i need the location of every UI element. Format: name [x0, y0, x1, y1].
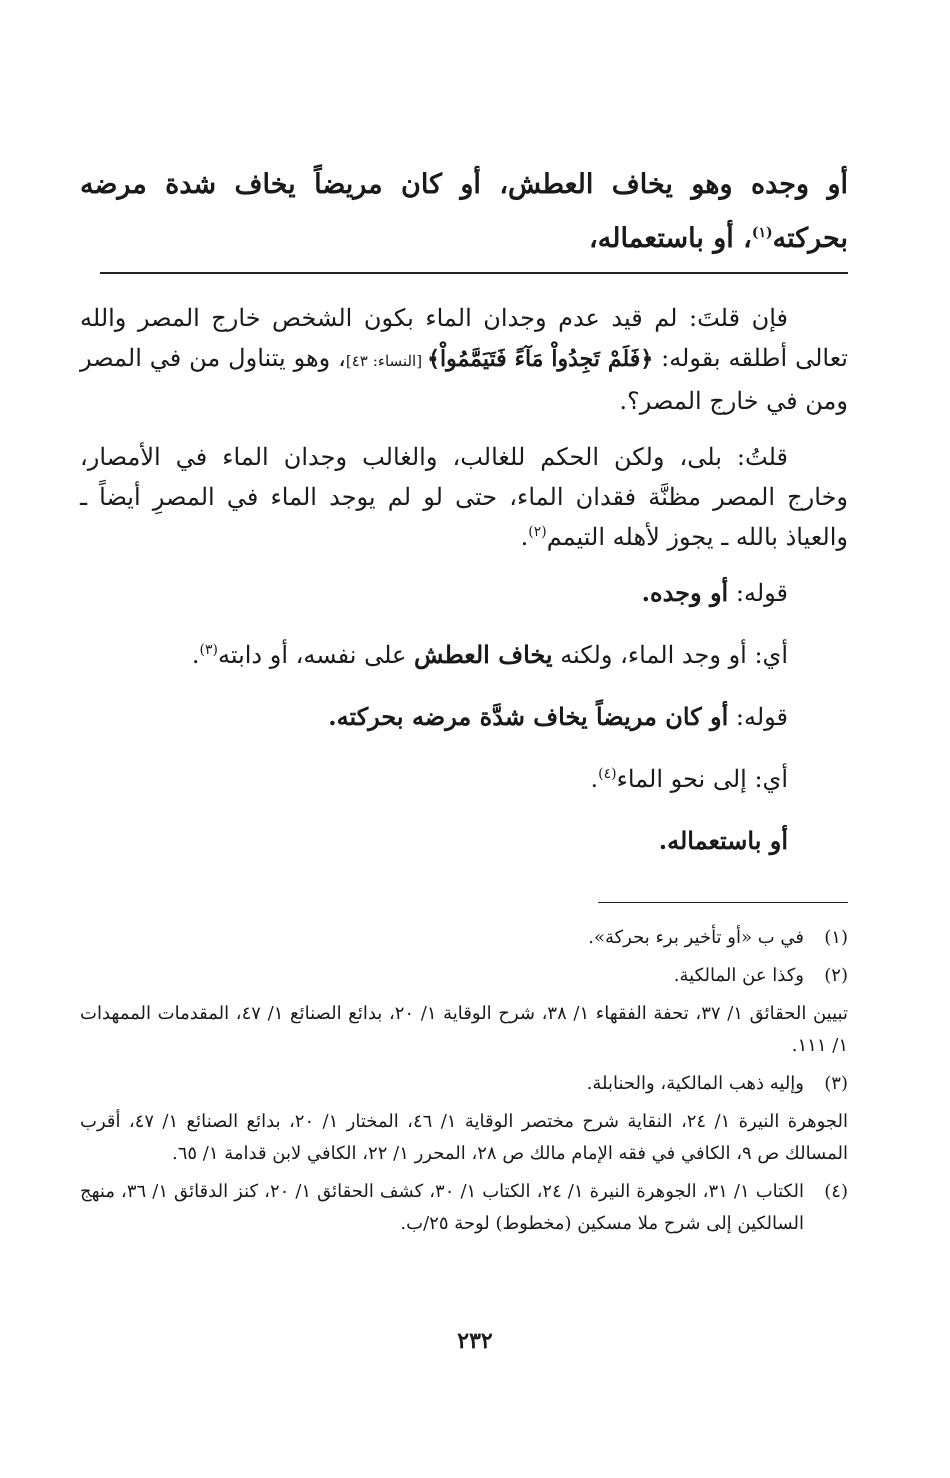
footnote-1	[80, 922, 848, 954]
quran-verse: ﴿فَلَمْ تَجِدُواْ مَآءً فَتَيَمَّمُواْ﴾	[427, 346, 654, 372]
commentary-body	[80, 298, 848, 877]
question-text: فإن قلتَ: لم قيد عدم وجدان الماء بكون الشخص خارج المصر والله تعالى أطلقه بقوله:	[80, 304, 848, 372]
footnote-3-sources: الجوهرة النيرة ١/ ٢٤، النقاية شرح مختصر الوقاية ١/ ٤٦، المختار ١/ ٢٠، بدائع الصنائع ١/ ٤٧، أقرب المسالك ص ٩، الكافي في فقه الإمام مالك ص ٢٨، المحرر ١/ ٢٢، الكافي لابن قدامة ١/ ٦٥.	[80, 1111, 848, 1164]
section-divider	[100, 272, 848, 274]
explanation-text-mid: على نفسه، أو دابته	[217, 641, 414, 669]
paragraph-question	[80, 298, 848, 421]
explanation-text: أي: إلى نحو الماء	[616, 765, 788, 793]
footnote-ref-1[interactable]: (١)	[751, 225, 773, 241]
qawl-matn: أو وجده.	[641, 578, 729, 607]
footnote-text: في ب «أو تأخير برء بحركة».	[588, 927, 804, 948]
verse-reference: [النساء: ٤٣]	[345, 352, 428, 370]
explanation-1	[80, 635, 848, 675]
matn-text-start: أو وجده وهو يخاف العطش، أو كان مريضاً يخاف شدة مرضه بحركته	[80, 169, 848, 254]
explanation-text: أي: أو وجد الماء، ولكنه	[552, 641, 788, 669]
footnote-ref-2[interactable]: (٢)	[528, 524, 547, 540]
footnote-text: الكتاب ١/ ٣١، الجوهرة النيرة ١/ ٢٤، الكتاب ١/ ٣٠، كشف الحقائق ١/ ٢٠، كنز الدقائق ١/ ٣٦، منهج السالكين إلى شرح ملا مسكين (مخطوط) لوحة ٢٥/ب.	[80, 1181, 804, 1234]
explanation-2	[80, 759, 848, 799]
footnote-2-sources: تبيين الحقائق ١/ ٣٧، تحفة الفقهاء ١/ ٣٨، شرح الوقاية ١/ ٢٠، بدائع الصنائع ١/ ٤٧، المقدمات الممهدات ١/ ١١١.	[80, 1003, 848, 1056]
footnote-ref-4[interactable]: (٤)	[598, 766, 617, 782]
qawl-3	[80, 821, 848, 861]
answer-text: قلتُ: بلى، ولكن الحكم للغالب، والغالب وجدان الماء في الأمصار، وخارج المصر مظنَّة فقدان الماء، حتى لو لم يوجد الماء في المصرِ أيضاً ـ والعياذ بالله ـ يجوز لأهله التيمم	[80, 443, 848, 551]
matn-text	[80, 158, 848, 266]
qawl-matn: أو باستعماله.	[658, 826, 788, 855]
qawl-label: قوله:	[728, 579, 788, 607]
footnote-ref-3[interactable]: (٣)	[199, 642, 218, 658]
matn-text-end: ، أو باستعماله،	[589, 223, 752, 254]
qawl-matn: أو كان مريضاً يخاف شدَّة مرضه بحركته.	[328, 702, 729, 731]
footnote-3	[80, 1068, 848, 1100]
footnote-4	[80, 1176, 848, 1240]
qawl-1	[80, 573, 848, 613]
footnotes	[80, 922, 848, 1246]
answer-text-end: .	[520, 523, 529, 551]
footnote-text: وكذا عن المالكية.	[673, 965, 804, 986]
paragraph-answer	[80, 437, 848, 557]
qawl-2	[80, 697, 848, 737]
footnote-divider	[598, 902, 848, 903]
footnote-number: (٣)	[824, 1073, 848, 1094]
page-number: ٢٣٢	[457, 1328, 493, 1354]
footnote-2	[80, 960, 848, 992]
footnote-number: (٢)	[824, 965, 848, 986]
explanation-text-end: .	[590, 765, 599, 793]
footnote-text: وإليه ذهب المالكية، والحنابلة.	[586, 1073, 804, 1094]
footnote-number: (١)	[824, 927, 848, 948]
explanation-matn: يخاف العطش	[414, 640, 553, 669]
explanation-text-end: .	[191, 641, 200, 669]
question-text-end: ، وهو يتناول من في المصر ومن في خارج المصر؟.	[80, 344, 848, 415]
qawl-label: قوله:	[728, 703, 788, 731]
footnote-number: (٤)	[824, 1181, 848, 1202]
